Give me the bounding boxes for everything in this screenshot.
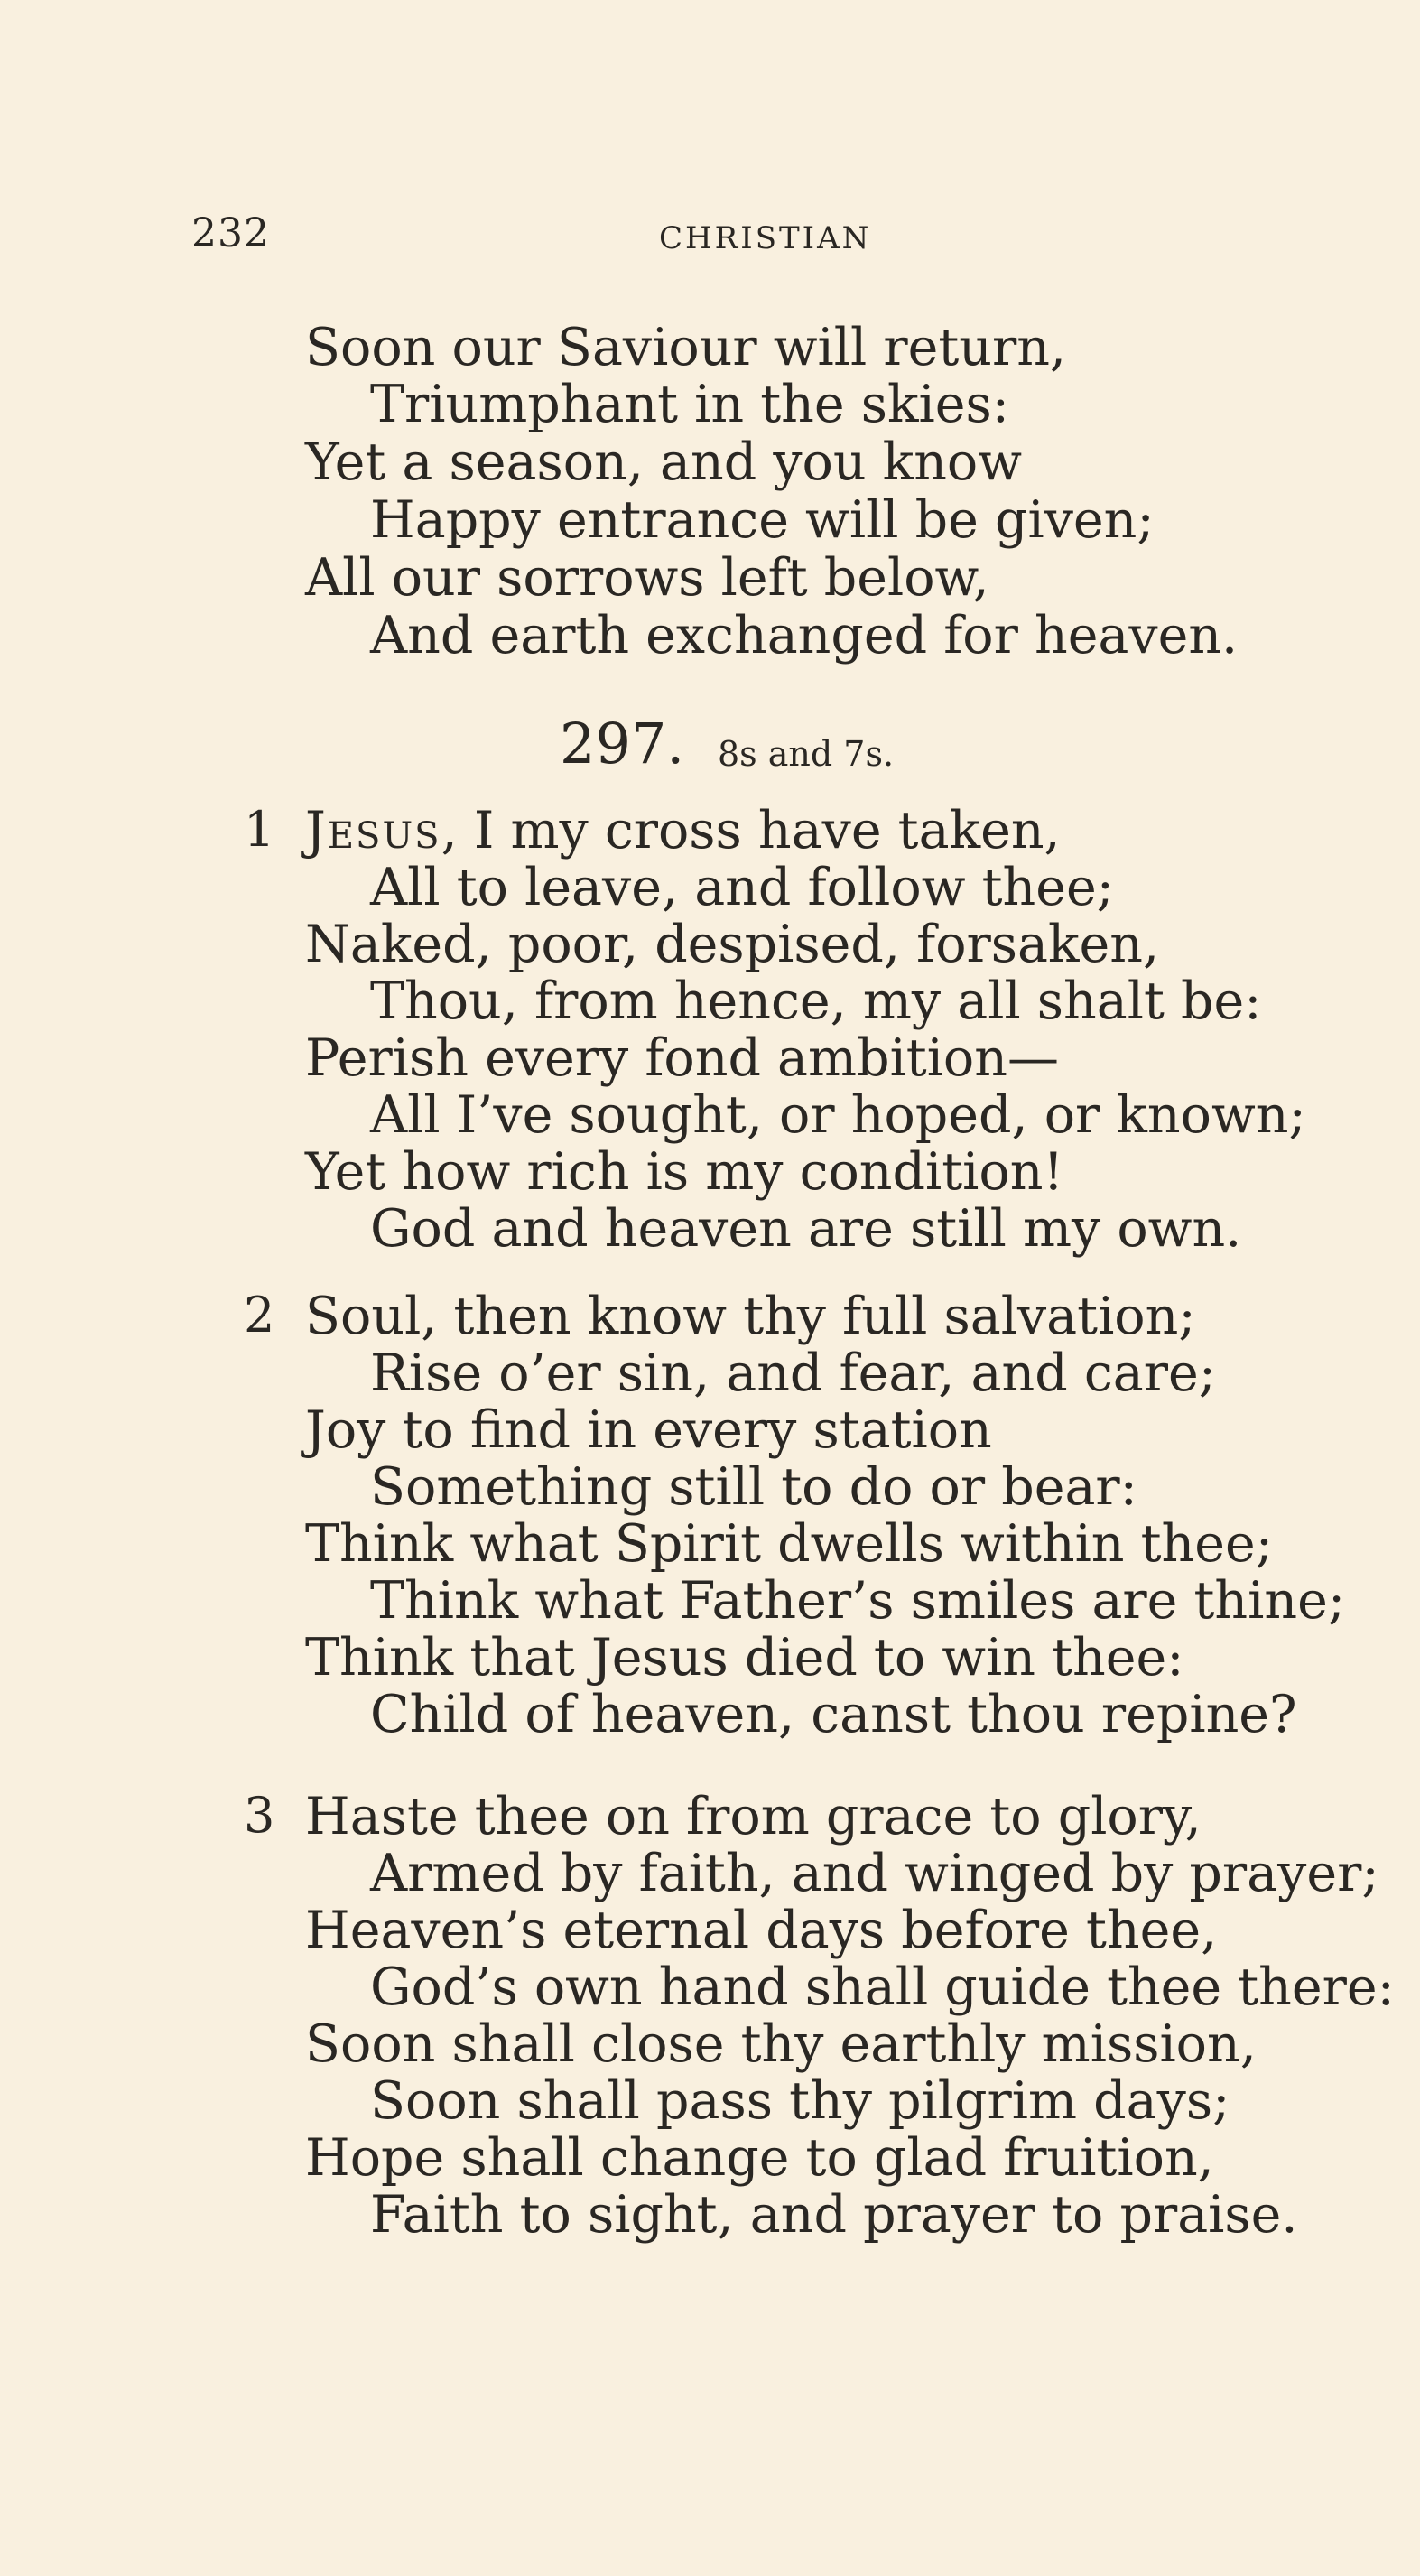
running-title: CHRISTIAN <box>659 220 872 256</box>
verse-number: 2 <box>244 1287 275 1344</box>
verse-line: Haste thee on from grace to glory, <box>305 1787 1202 1846</box>
previous-hymn-line: All our sorrows left below, <box>305 548 989 608</box>
first-line-rest: , I my cross have taken, <box>441 801 1061 860</box>
verse-line: God’s own hand shall guide thee there: <box>370 1958 1395 2017</box>
page-number: 232 <box>191 210 270 256</box>
verse-line: God and heaven are still my own. <box>370 1199 1242 1259</box>
verse-line: Soul, then know thy full salvation; <box>305 1287 1196 1346</box>
verse-number: 1 <box>244 801 275 858</box>
first-word: Jesus <box>305 801 441 860</box>
hymn-number: 297. <box>560 711 685 777</box>
previous-hymn-line: Triumphant in the skies: <box>370 375 1009 434</box>
verse-line: All to leave, and follow thee; <box>370 858 1114 917</box>
verse-line: Thou, from hence, my all shalt be: <box>370 972 1262 1031</box>
verse-line: Joy to find in every station <box>305 1400 992 1460</box>
verse-line: Child of heaven, canst thou repine? <box>370 1685 1297 1744</box>
previous-hymn-line: Happy entrance will be given; <box>370 490 1155 550</box>
verse-line: Hope shall change to glad fruition, <box>305 2128 1214 2188</box>
verse-line: Soon shall pass thy pilgrim days; <box>370 2071 1230 2131</box>
verse-line: Armed by faith, and winged by prayer; <box>370 1844 1379 1903</box>
verse-line: Think that Jesus died to win thee: <box>305 1628 1184 1688</box>
verse-line: All I’ve sought, or hoped, or known; <box>370 1085 1306 1145</box>
verse-line: Something still to do or bear: <box>370 1457 1137 1517</box>
verse-line: Soon shall close thy earthly mission, <box>305 2014 1257 2074</box>
hymn-meter: 8s and 7s. <box>718 734 895 774</box>
verse-line: Perish every fond ambition— <box>305 1028 1059 1088</box>
verse-number: 3 <box>244 1787 275 1844</box>
previous-hymn-line: Soon our Saviour will return, <box>305 318 1067 377</box>
verse-line: Rise o’er sin, and fear, and care; <box>370 1344 1216 1403</box>
verse-line <box>305 801 1061 860</box>
verse-line: Think what Spirit dwells within thee; <box>305 1514 1273 1574</box>
verse-line: Think what Father’s smiles are thine; <box>370 1571 1346 1631</box>
verse-line: Faith to sight, and prayer to praise. <box>370 2185 1298 2245</box>
previous-hymn-line: Yet a season, and you know <box>305 432 1023 492</box>
verse-line: Yet how rich is my condition! <box>305 1142 1064 1202</box>
previous-hymn-line: And earth exchanged for heaven. <box>370 606 1239 665</box>
verse-line: Heaven’s eternal days before thee, <box>305 1901 1218 1960</box>
verse-line: Naked, poor, despised, forsaken, <box>305 915 1160 974</box>
